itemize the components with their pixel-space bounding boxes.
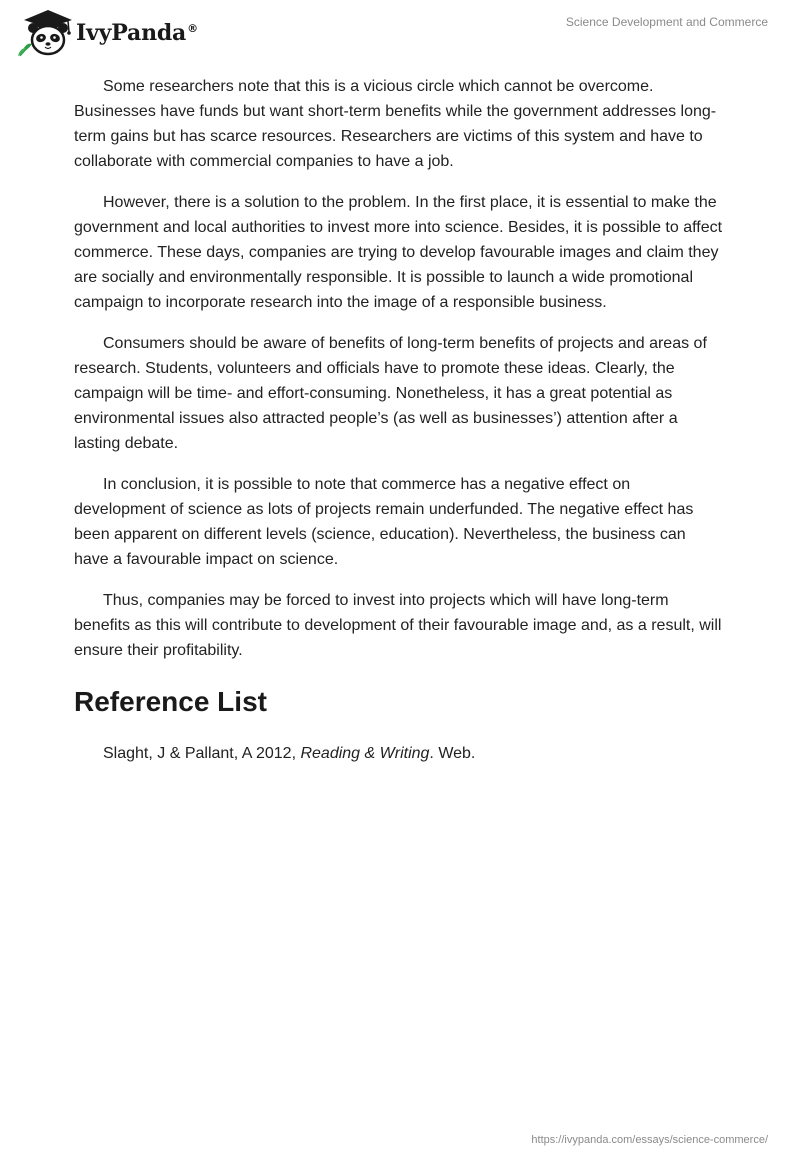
paragraph: Thus, companies may be forced to invest into projects which will have long-term benefits as this will contribute to development of their favourable image and, as a result, will ensure their profitability. bbox=[74, 592, 722, 659]
panda-graduate-icon bbox=[14, 8, 74, 58]
paragraph: Consumers should be aware of benefits of long-term benefits of projects and areas of research. Students, volunteers and officials have to promote these ideas. Clearly, the campaign will be time- and effort-consuming. Nonetheless, it has a great potential as environmental issues also attracted people’s (as well as businesses’) attention after a lasting debate. bbox=[74, 335, 707, 452]
brand-name: IvyPanda® bbox=[76, 20, 198, 46]
ivypanda-logo[interactable] bbox=[14, 8, 198, 58]
reference-suffix: . Web. bbox=[429, 745, 476, 762]
page-header bbox=[0, 0, 800, 60]
paragraph: However, there is a solution to the problem. In the first place, it is essential to make the government and local authorities to invest more into science. Besides, it is possible to affect commerce. These days, companies are trying to develop favourable images and claim they are socially and environmentally responsible. It is possible to launch a wide promotional campaign to incorporate research into the image of a responsible business. bbox=[74, 194, 723, 311]
source-url[interactable]: https://ivypanda.com/essays/science-commerce/ bbox=[531, 1134, 768, 1146]
reference-entry bbox=[74, 741, 724, 766]
running-title: Science Development and Commerce bbox=[565, 15, 768, 29]
reference-list-heading: Reference List bbox=[74, 686, 267, 717]
reference-authors: Slaght, J & Pallant, A 2012, bbox=[103, 745, 301, 762]
paragraph: Some researchers note that this is a vicious circle which cannot be overcome. Businesses have funds but want short-term benefits while the government addresses long-term gains but has scarce resources. Researchers are victims of this system and have to collaborate with commercial companies to have a job. bbox=[74, 78, 717, 170]
essay-body bbox=[74, 74, 724, 766]
brand-registered-mark: ® bbox=[187, 21, 198, 35]
reference-title: Reading & Writing bbox=[300, 745, 430, 762]
paragraph: In conclusion, it is possible to note that commerce has a negative effect on development of science as lots of projects remain underfunded. The negative effect has been apparent on different levels (science, education). Nevertheless, the business can have a favourable impact on science. bbox=[74, 476, 694, 568]
